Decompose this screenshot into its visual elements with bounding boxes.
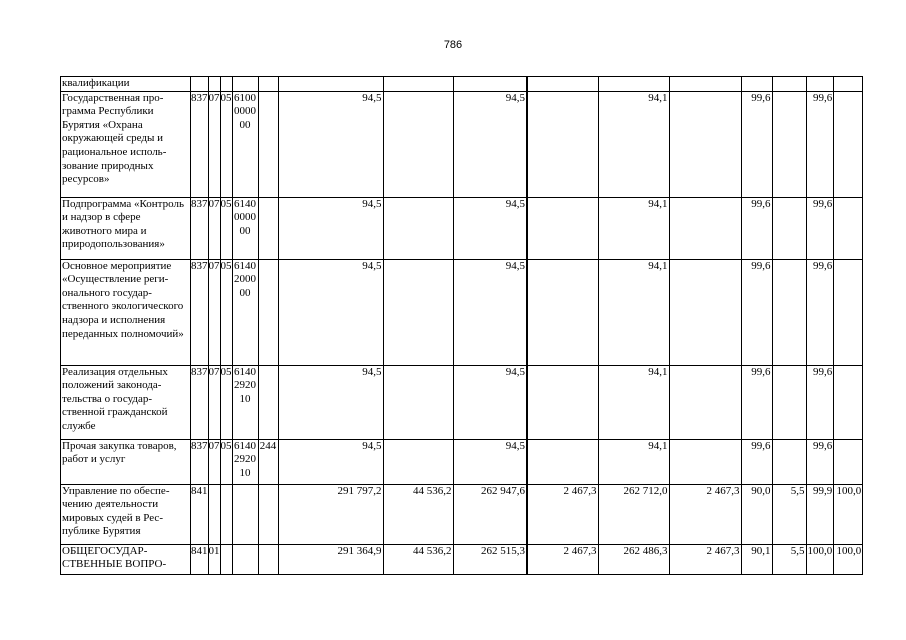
budget-table	[60, 76, 863, 575]
amount-col-4	[527, 259, 598, 365]
percent-col-3	[806, 77, 834, 92]
amount-col-1: 94,5	[278, 365, 383, 439]
amount-col-3	[453, 77, 527, 92]
section-code: 07	[208, 197, 220, 259]
amount-col-4: 2 467,3	[527, 484, 598, 544]
target-article-code	[232, 544, 258, 574]
amount-col-1: 291 797,2	[278, 484, 383, 544]
table-row	[61, 197, 863, 259]
section-code	[208, 77, 220, 92]
expense-type-code	[258, 544, 278, 574]
row-name: квалификации	[61, 77, 191, 92]
amount-col-2	[383, 259, 453, 365]
table-row	[61, 484, 863, 544]
page-number: 786	[443, 39, 463, 51]
amount-col-6	[669, 439, 741, 484]
percent-col-3: 100,0	[806, 544, 834, 574]
ministry-code	[191, 77, 209, 92]
subsection-code: 05	[220, 439, 232, 484]
amount-col-3: 94,5	[453, 91, 527, 197]
ministry-code: 837	[191, 259, 209, 365]
ministry-code: 837	[191, 197, 209, 259]
amount-col-6: 2 467,3	[669, 484, 741, 544]
percent-col-4	[834, 77, 863, 92]
amount-col-5: 94,1	[598, 197, 669, 259]
percent-col-3: 99,6	[806, 91, 834, 197]
expense-type-code	[258, 484, 278, 544]
row-name: Управление по обеспечению деятельности мировых судей в Республике Бурятия	[61, 484, 191, 544]
percent-col-2	[772, 439, 806, 484]
ministry-code: 837	[191, 365, 209, 439]
subsection-code	[220, 544, 232, 574]
amount-col-2	[383, 91, 453, 197]
percent-col-4	[834, 439, 863, 484]
percent-col-3: 99,6	[806, 197, 834, 259]
amount-col-2: 44 536,2	[383, 544, 453, 574]
amount-col-6	[669, 365, 741, 439]
section-code: 07	[208, 365, 220, 439]
expense-type-code	[258, 197, 278, 259]
amount-col-6	[669, 197, 741, 259]
amount-col-2	[383, 197, 453, 259]
table-body	[61, 77, 863, 575]
amount-col-3: 94,5	[453, 439, 527, 484]
expense-type-code	[258, 259, 278, 365]
amount-col-3: 94,5	[453, 259, 527, 365]
percent-col-4	[834, 91, 863, 197]
subsection-code	[220, 77, 232, 92]
percent-col-3: 99,9	[806, 484, 834, 544]
ministry-code: 837	[191, 439, 209, 484]
table-row	[61, 91, 863, 197]
amount-col-2	[383, 365, 453, 439]
amount-col-1: 94,5	[278, 91, 383, 197]
amount-col-4	[527, 91, 598, 197]
expense-type-code	[258, 77, 278, 92]
row-name: Основное мероприятие «Осуществление регионального государственного экологического надзора и исполнения переданных полномочий»	[61, 259, 191, 365]
percent-col-2	[772, 259, 806, 365]
amount-col-1: 94,5	[278, 439, 383, 484]
amount-col-5: 262 712,0	[598, 484, 669, 544]
section-code: 07	[208, 91, 220, 197]
amount-col-6: 2 467,3	[669, 544, 741, 574]
amount-col-1: 291 364,9	[278, 544, 383, 574]
amount-col-5: 94,1	[598, 259, 669, 365]
percent-col-4: 100,0	[834, 544, 863, 574]
percent-col-2	[772, 197, 806, 259]
expense-type-code	[258, 91, 278, 197]
percent-col-4	[834, 259, 863, 365]
amount-col-6	[669, 91, 741, 197]
target-article-code	[232, 484, 258, 544]
expense-type-code	[258, 365, 278, 439]
ministry-code: 841	[191, 544, 209, 574]
percent-col-1: 90,1	[741, 544, 772, 574]
percent-col-2: 5,5	[772, 484, 806, 544]
row-name: ОБЩЕГОСУДАРСТВЕННЫЕ ВОПРО-	[61, 544, 191, 574]
amount-col-2	[383, 77, 453, 92]
target-article-code	[232, 77, 258, 92]
amount-col-2: 44 536,2	[383, 484, 453, 544]
ministry-code: 841	[191, 484, 209, 544]
percent-col-1: 99,6	[741, 365, 772, 439]
percent-col-1: 90,0	[741, 484, 772, 544]
section-code	[208, 484, 220, 544]
target-article-code: 6140000000	[232, 197, 258, 259]
section-code: 01	[208, 544, 220, 574]
subsection-code: 05	[220, 259, 232, 365]
subsection-code: 05	[220, 197, 232, 259]
subsection-code: 05	[220, 91, 232, 197]
target-article-code: 6100000000	[232, 91, 258, 197]
target-article-code: 6140292010	[232, 365, 258, 439]
amount-col-6	[669, 77, 741, 92]
amount-col-4	[527, 197, 598, 259]
amount-col-5: 94,1	[598, 91, 669, 197]
table-row	[61, 259, 863, 365]
amount-col-5: 94,1	[598, 439, 669, 484]
amount-col-4	[527, 365, 598, 439]
target-article-code: 6140200000	[232, 259, 258, 365]
percent-col-2	[772, 77, 806, 92]
amount-col-2	[383, 439, 453, 484]
row-name: Государственная программа Республики Бурятия «Охрана окружающей среды и рациональное использование природных ресурсов»	[61, 91, 191, 197]
percent-col-1: 99,6	[741, 197, 772, 259]
row-name: Подпрограмма «Контроль и надзор в сфере животного мира и природопользования»	[61, 197, 191, 259]
percent-col-2: 5,5	[772, 544, 806, 574]
percent-col-1: 99,6	[741, 259, 772, 365]
amount-col-5: 94,1	[598, 365, 669, 439]
percent-col-4	[834, 365, 863, 439]
percent-col-4	[834, 197, 863, 259]
section-code: 07	[208, 259, 220, 365]
amount-col-1	[278, 77, 383, 92]
amount-col-1: 94,5	[278, 197, 383, 259]
table-row	[61, 365, 863, 439]
amount-col-1: 94,5	[278, 259, 383, 365]
amount-col-3: 94,5	[453, 365, 527, 439]
expense-type-code: 244	[258, 439, 278, 484]
amount-col-4	[527, 439, 598, 484]
subsection-code	[220, 484, 232, 544]
percent-col-3: 99,6	[806, 365, 834, 439]
amount-col-4	[527, 77, 598, 92]
section-code: 07	[208, 439, 220, 484]
row-name: Реализация отдельных положений законодательства о государственной гражданской службе	[61, 365, 191, 439]
amount-col-4: 2 467,3	[527, 544, 598, 574]
amount-col-3: 262 947,6	[453, 484, 527, 544]
amount-col-6	[669, 259, 741, 365]
ministry-code: 837	[191, 91, 209, 197]
percent-col-1	[741, 77, 772, 92]
target-article-code: 6140292010	[232, 439, 258, 484]
percent-col-3: 99,6	[806, 259, 834, 365]
amount-col-3: 262 515,3	[453, 544, 527, 574]
percent-col-1: 99,6	[741, 91, 772, 197]
percent-col-1: 99,6	[741, 439, 772, 484]
row-name: Прочая закупка товаров, работ и услуг	[61, 439, 191, 484]
amount-col-3: 94,5	[453, 197, 527, 259]
percent-col-2	[772, 91, 806, 197]
percent-col-4: 100,0	[834, 484, 863, 544]
table-row	[61, 544, 863, 574]
amount-col-5	[598, 77, 669, 92]
percent-col-2	[772, 365, 806, 439]
table-row	[61, 77, 863, 92]
subsection-code: 05	[220, 365, 232, 439]
percent-col-3: 99,6	[806, 439, 834, 484]
table-row	[61, 439, 863, 484]
amount-col-5: 262 486,3	[598, 544, 669, 574]
